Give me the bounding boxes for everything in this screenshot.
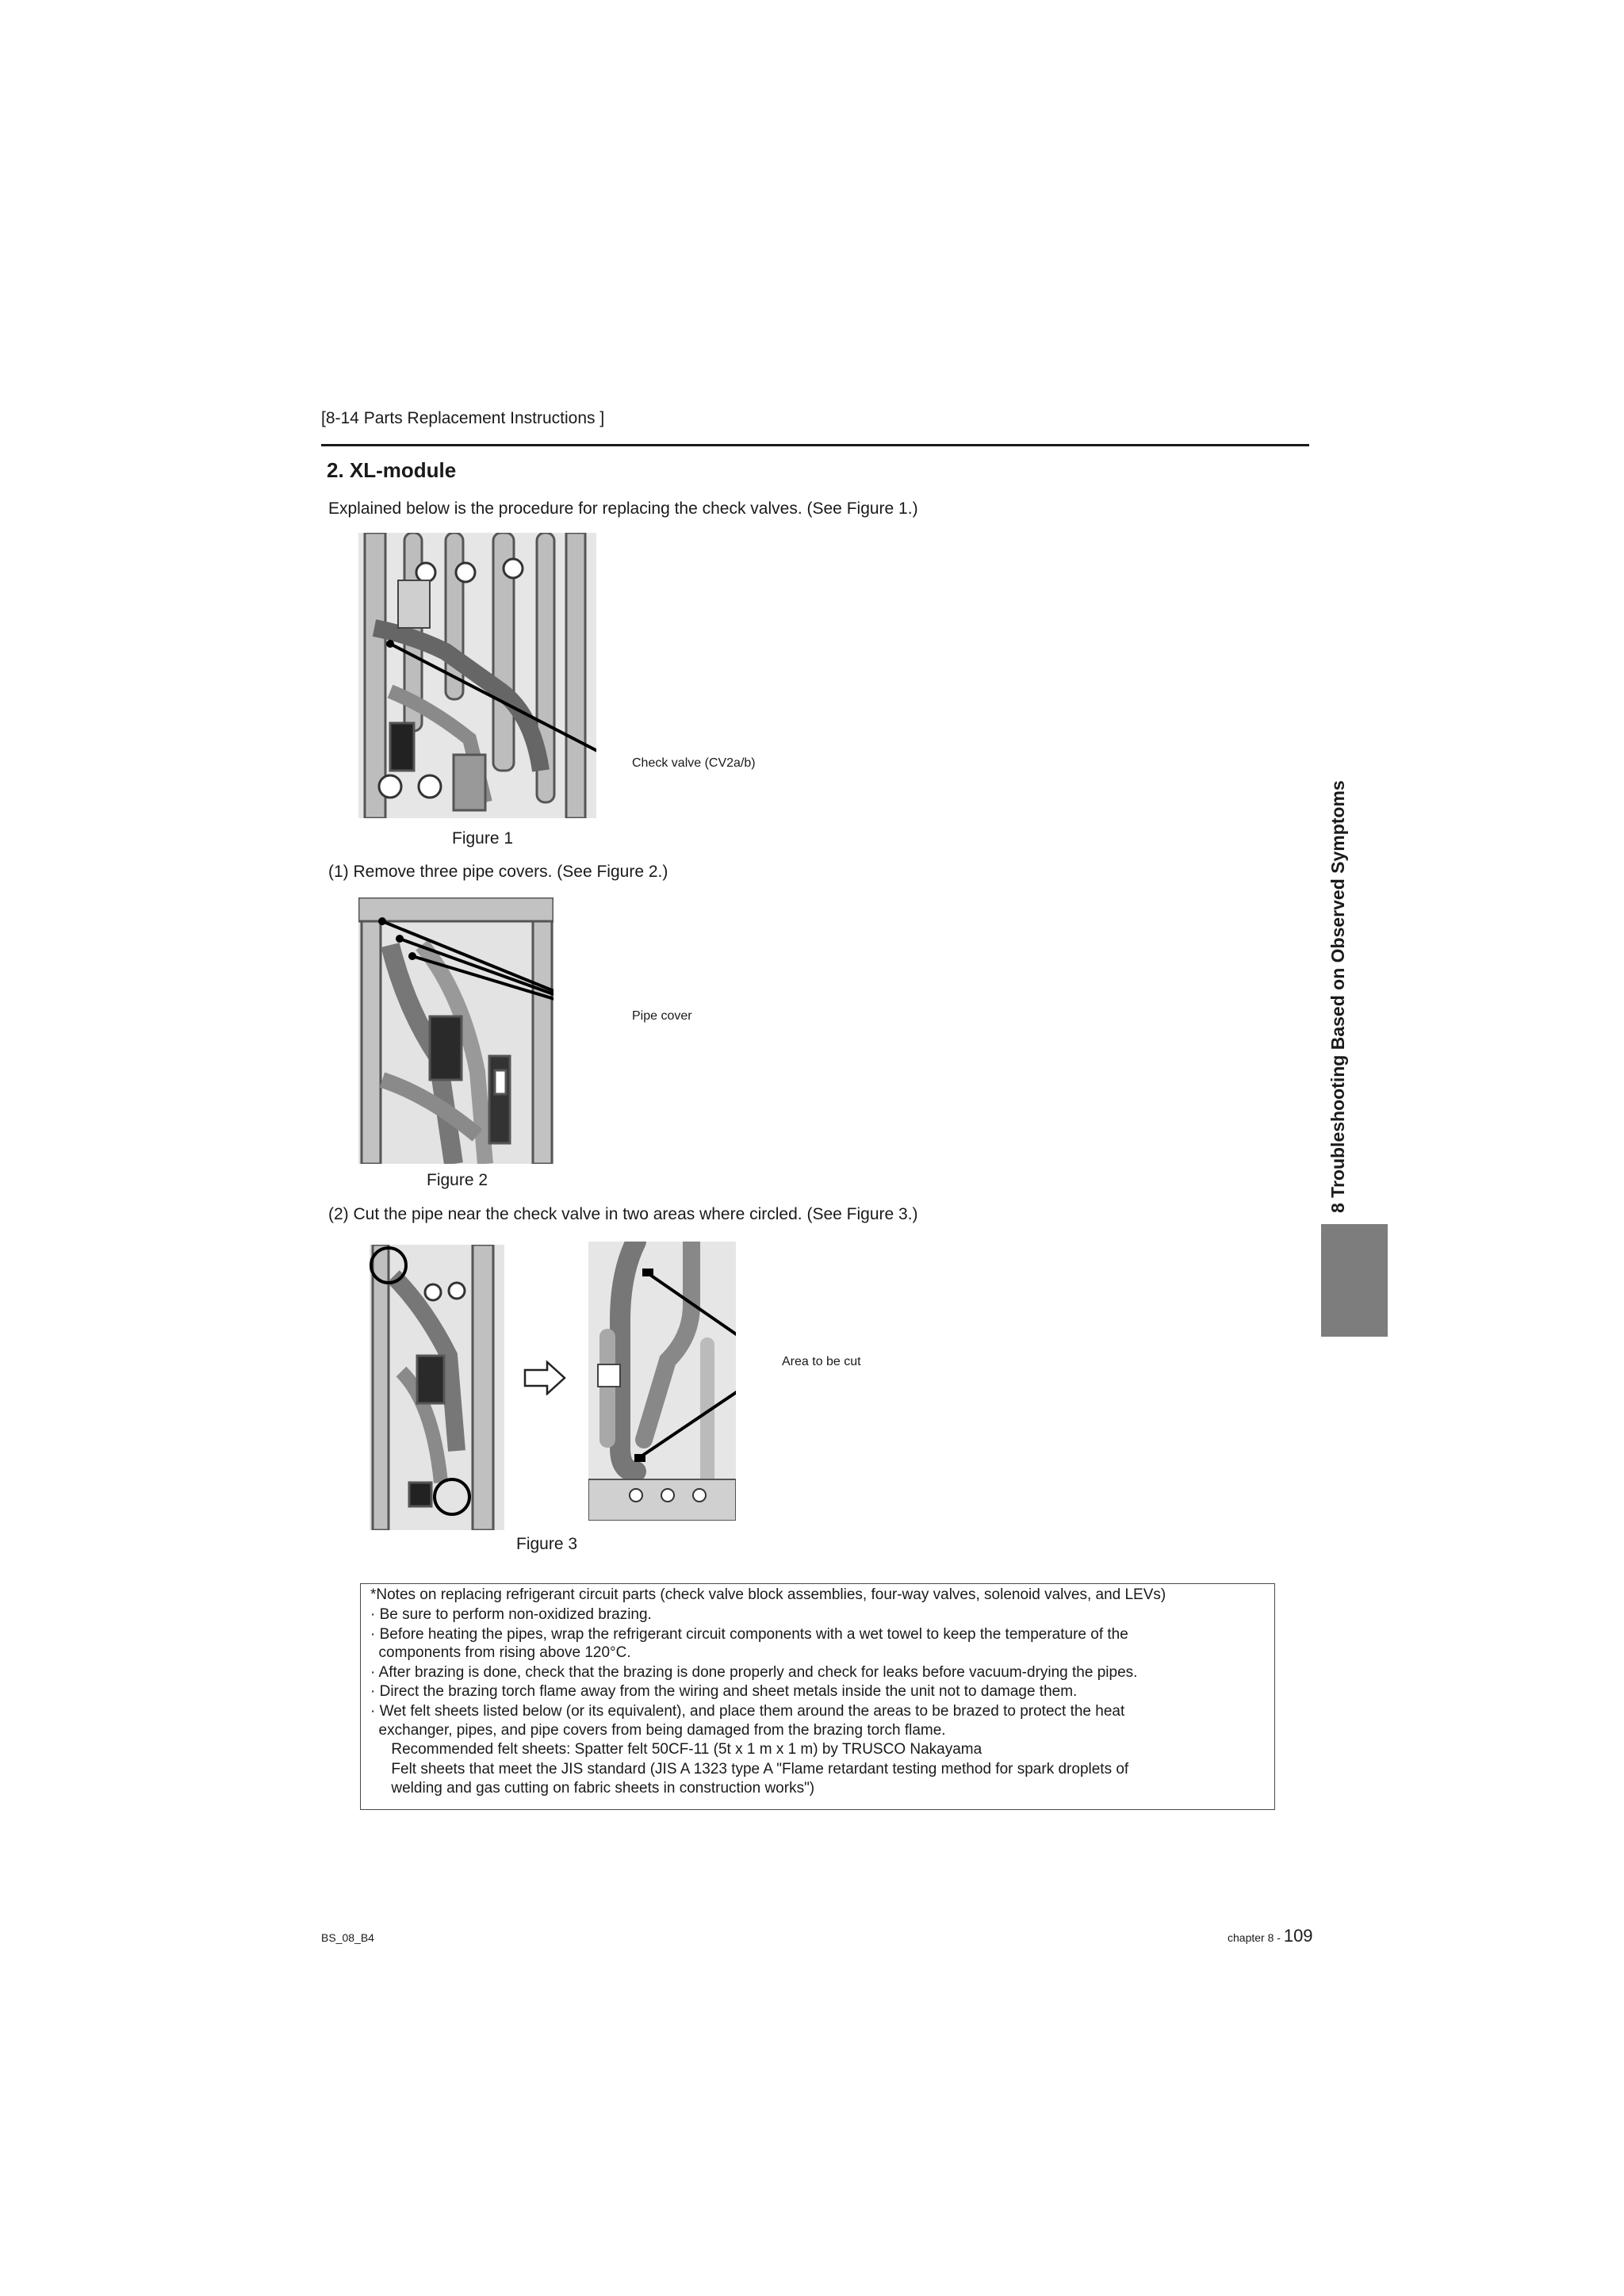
figure-3-after-image <box>588 1242 736 1521</box>
page-number: 109 <box>1283 1926 1313 1946</box>
document-code: BS_08_B4 <box>321 1931 374 1944</box>
notes-line: components from rising above 120°C. <box>370 1644 631 1661</box>
notes-line: · After brazing is done, check that the brazing is done properly and check for leaks before vacuum-drying the pipes. <box>370 1664 1138 1681</box>
figure-1-image <box>358 533 596 818</box>
notes-line: Recommended felt sheets: Spatter felt 50CF-11 (5t x 1 m x 1 m) by TRUSCO Nakayama <box>370 1741 982 1758</box>
notes-line: exchanger, pipes, and pipe covers from being damaged from the brazing torch flame. <box>370 1722 946 1739</box>
notes-line: · Before heating the pipes, wrap the refrigerant circuit components with a wet towel to keep the temperature of the <box>370 1626 1128 1643</box>
figure-3-callout: Area to be cut <box>782 1355 861 1368</box>
figure-1-callout: Check valve (CV2a/b) <box>632 756 756 770</box>
step-2-text: (2) Cut the pipe near the check valve in two areas where circled. (See Figure 3.) <box>328 1205 918 1223</box>
figure-2-callout: Pipe cover <box>632 1009 692 1023</box>
arrow-icon <box>523 1360 566 1395</box>
notes-line: · Direct the brazing torch flame away from the wiring and sheet metals inside the unit not to damage them. <box>370 1683 1078 1700</box>
notes-line: Felt sheets that meet the JIS standard (JIS A 1323 type A "Flame retardant testing method for spark droplets of <box>370 1761 1129 1777</box>
section-title: 2. XL-module <box>327 458 457 482</box>
header-divider <box>321 444 1309 446</box>
page-number-footer <box>1228 1926 1313 1946</box>
intro-paragraph: Explained below is the procedure for replacing the check valves. (See Figure 1.) <box>328 499 918 518</box>
notes-line: · Be sure to perform non-oxidized brazing. <box>370 1606 652 1623</box>
figure-2-image <box>358 897 553 1164</box>
figure-1-caption: Figure 1 <box>452 829 514 848</box>
section-reference: [8-14 Parts Replacement Instructions ] <box>321 409 605 427</box>
notes-line: welding and gas cutting on fabric sheets in construction works") <box>370 1780 815 1797</box>
figure-3-before-image <box>370 1245 504 1530</box>
notes-line: *Notes on replacing refrigerant circuit parts (check valve block assemblies, four-way valves, solenoid valves, and LEVs) <box>370 1586 1166 1603</box>
step-1-text: (1) Remove three pipe covers. (See Figure 2.) <box>328 863 668 881</box>
chapter-side-label-text: 8 Troubleshooting Based on Observed Symptoms <box>1327 780 1348 1213</box>
notes-line: · Wet felt sheets listed below (or its equivalent), and place them around the areas to be brazed to protect the heat <box>370 1703 1125 1720</box>
figure-3-caption: Figure 3 <box>516 1535 578 1553</box>
figure-2-caption: Figure 2 <box>427 1171 488 1189</box>
notes-box <box>360 1583 1275 1810</box>
chapter-label: chapter 8 - <box>1228 1931 1284 1944</box>
chapter-side-tab <box>1321 1224 1388 1337</box>
